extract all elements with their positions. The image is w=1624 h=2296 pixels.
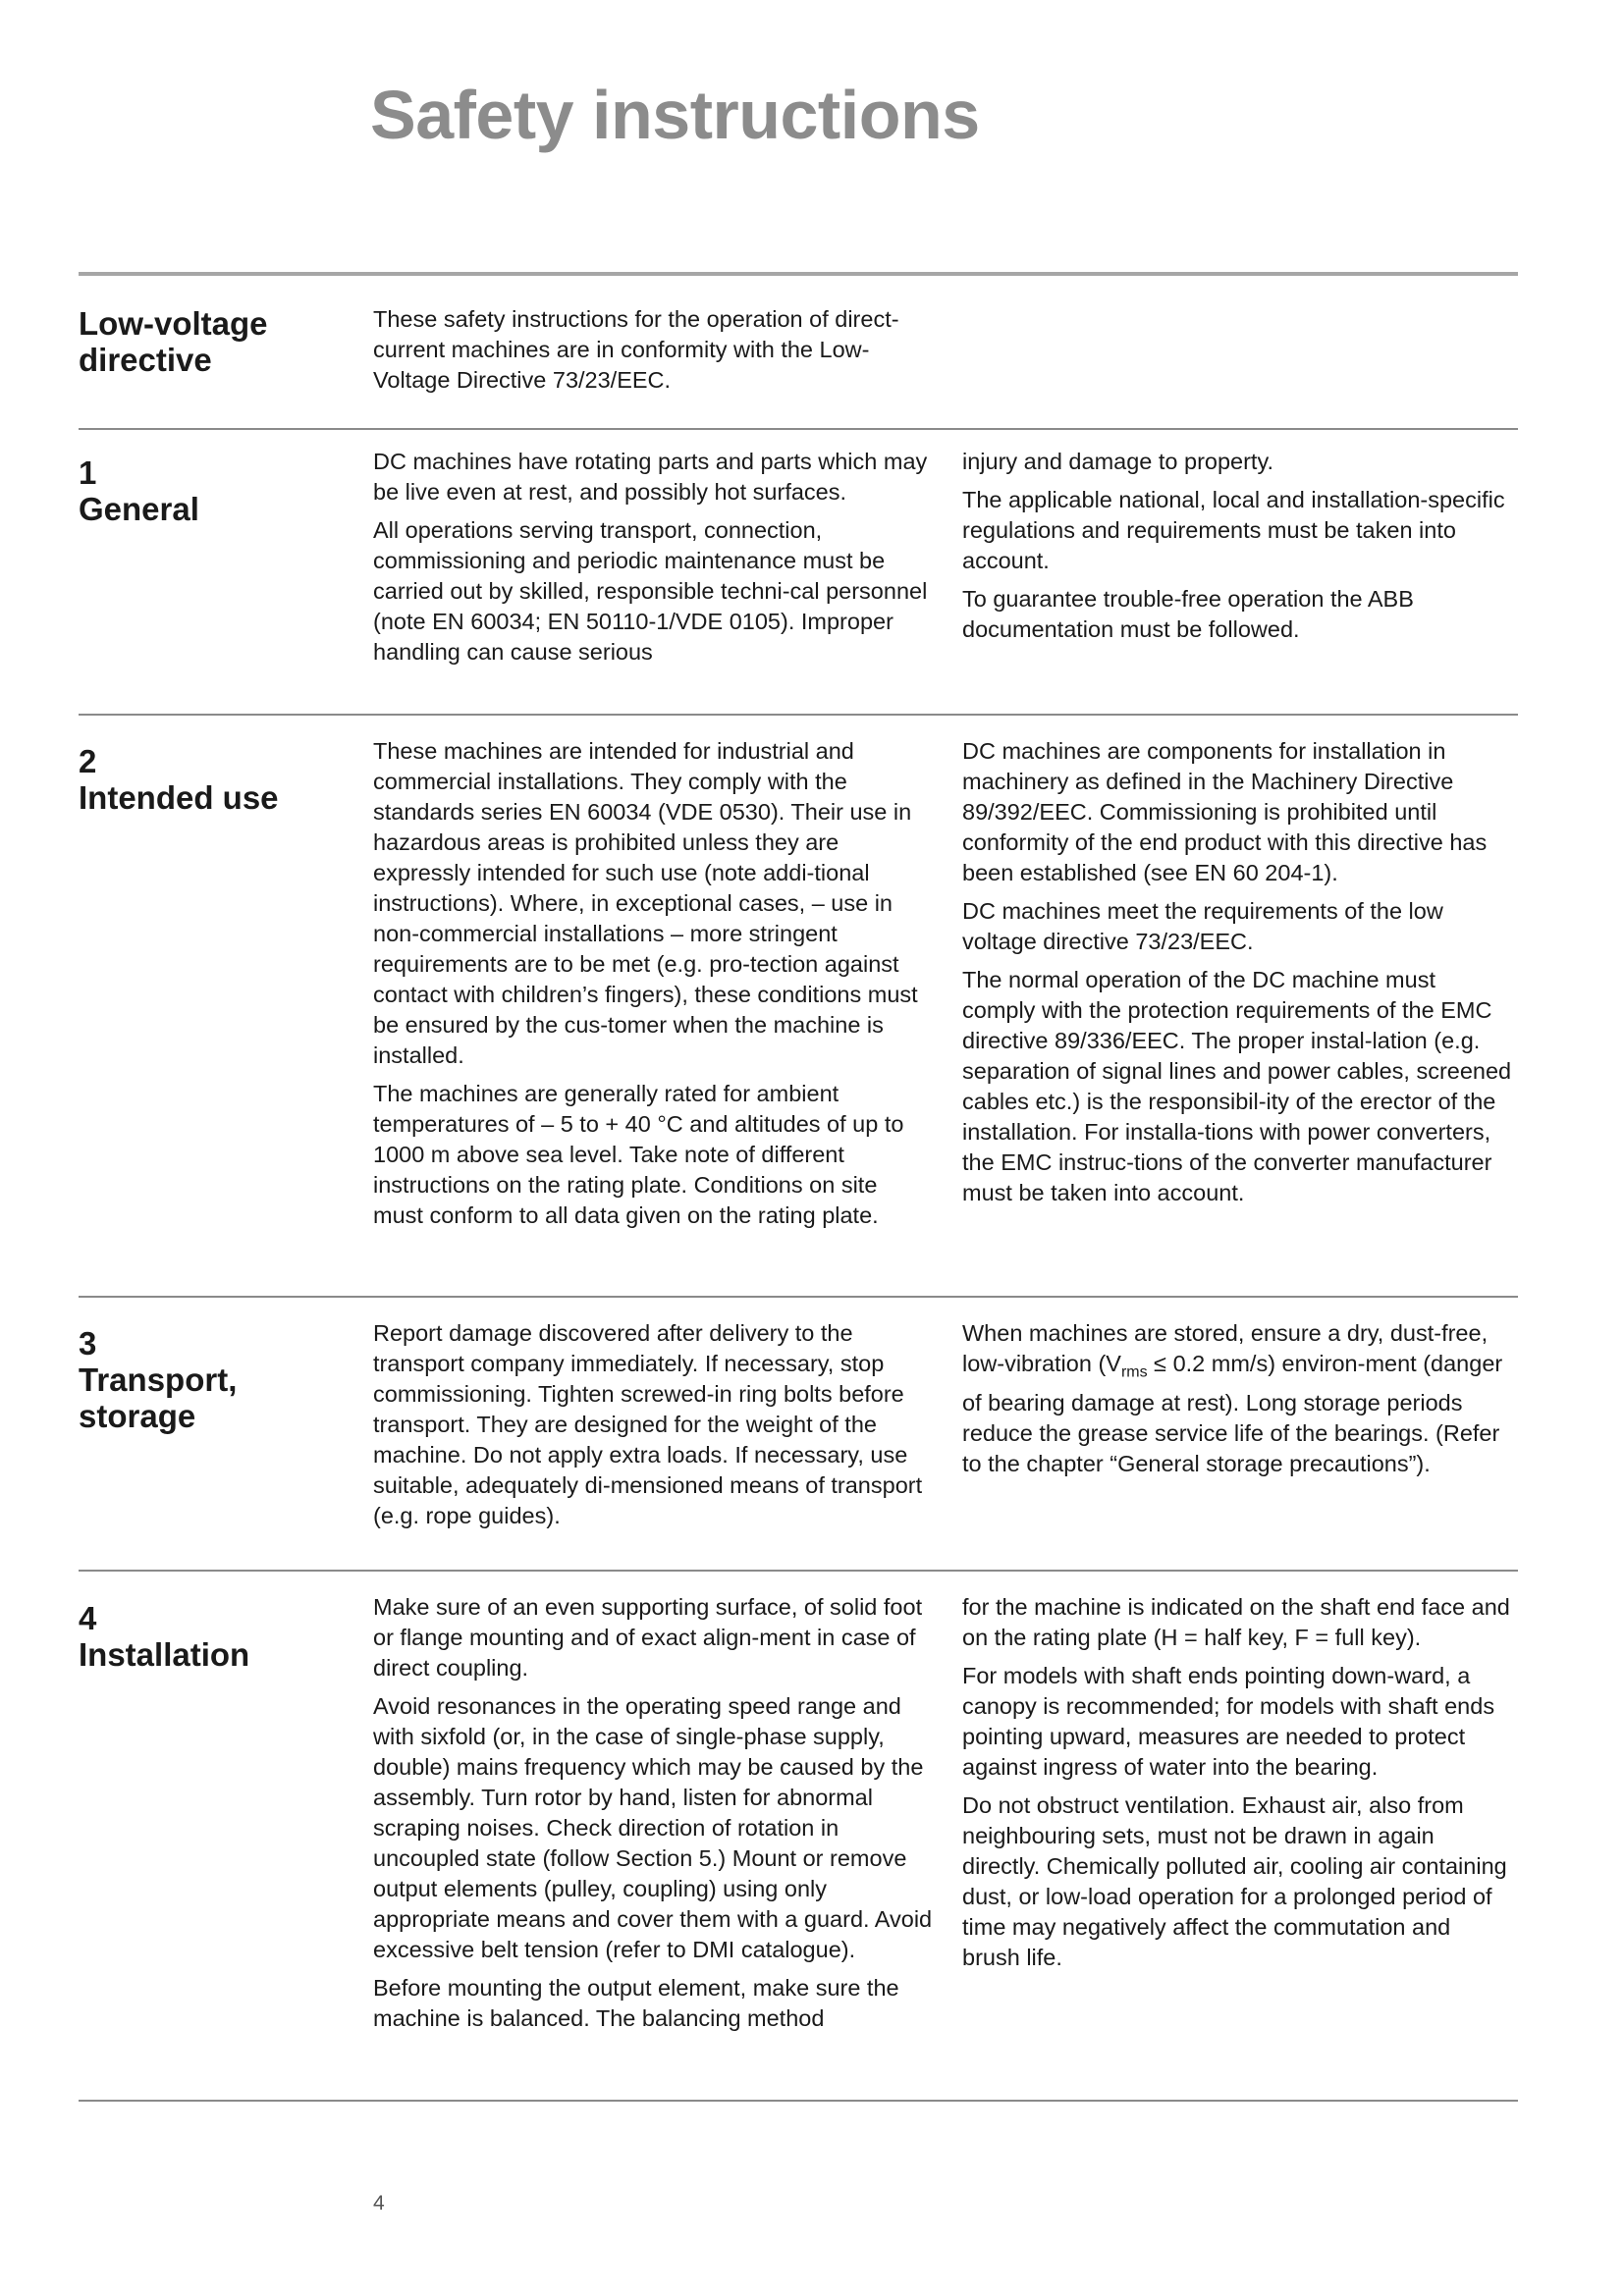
section-number: 1 (79, 454, 97, 491)
section-number: 3 (79, 1325, 97, 1362)
section-title: Intended use (79, 779, 279, 816)
paragraph: DC machines have rotating parts and parts which may be live even at rest, and possibly hot surfaces. (373, 449, 928, 505)
section-divider (79, 2100, 1518, 2102)
page-number: 4 (373, 2192, 385, 2215)
section-intended-use-left (373, 736, 933, 1231)
paragraph: injury and damage to property. (962, 449, 1273, 474)
section-heading-general (79, 454, 344, 527)
paragraph (962, 1318, 1512, 1479)
section-transport-storage-right (962, 1318, 1512, 1479)
section-installation-left (373, 1592, 933, 2034)
paragraph: For models with shaft ends pointing down-ward, a canopy is recommended; for models with shaft ends pointing upward, measures are needed to protect against ingress of water into the bearing. (962, 1663, 1495, 1780)
section-heading-low-voltage: Low-voltage directive (79, 305, 268, 378)
paragraph: Avoid resonances in the operating speed range and with sixfold (or, in the case of single-phase supply, double) mains frequency which may be caused by the assembly. Turn rotor by hand, listen for abnormal scraping noises. Check direction of rotation in uncoupled state (follow Section 5.) Mount or remove output elements (pulley, coupling) using only appropriate means and cover them with a guard. Avoid excessive belt tension (refer to DMI catalogue). (373, 1693, 933, 1962)
page-title: Safety instructions (370, 77, 980, 153)
paragraph: Report damage discovered after delivery to the transport company immediately. If necessary, stop commissioning. Tighten screwed-in ring bolts before transport. They are designed for the weight of the machine. Do not apply extra loads. If necessary, use suitable, adequately di-mensioned means of transport (e.g. rope guides). (373, 1320, 923, 1528)
section-heading-intended-use (79, 743, 344, 816)
section-transport-storage-left (373, 1318, 933, 1531)
paragraph: DC machines are components for installation in machinery as defined in the Machinery Directive 89/392/EEC. Commissioning is prohibited until conformity of the end product with this directive has been established (see EN 60 204-1). (962, 738, 1488, 885)
paragraph: DC machines meet the requirements of the low voltage directive 73/23/EEC. (962, 898, 1443, 954)
paragraph: Make sure of an even supporting surface, of solid foot or flange mounting and of exact align-ment in case of direct coupling. (373, 1594, 923, 1681)
section-general-left (373, 447, 933, 667)
paragraph: The applicable national, local and installation-specific regulations and requirements must be taken into account. (962, 487, 1505, 573)
section-title: General (79, 491, 199, 527)
section-intended-use-right (962, 736, 1512, 1208)
subscript-rms: rms (1120, 1363, 1148, 1381)
section-divider (79, 714, 1518, 716)
section-number: 4 (79, 1600, 97, 1636)
section-general-right (962, 447, 1512, 645)
section-divider (79, 1296, 1518, 1298)
text-run: When machines are stored, ensure a dry, dust-free, low-vibration (V (962, 1320, 1489, 1376)
paragraph: These machines are intended for industrial and commercial installations. They comply with the standards series EN 60034 (VDE 0530). Their use in hazardous areas is prohibited unless they are expressly intended for such use (note addi-tional instructions). Where, in exceptional cases, – use in non-commercial installations – more stringent requirements are to be met (e.g. pro-tection against contact with children’s fingers), these conditions must be ensured by the cus-tomer when the machine is installed. (373, 738, 918, 1068)
paragraph: To guarantee trouble-free operation the ABB documentation must be followed. (962, 586, 1414, 642)
section-heading-transport-storage (79, 1325, 344, 1434)
text-run: ≤ 0.2 mm/s) environ-ment (danger of bearing damage at rest). Long storage periods reduce the grease service life of the bearings. (Refer to the chapter “General storage precautions”). (962, 1351, 1503, 1476)
section-heading-installation (79, 1600, 344, 1673)
section-low-voltage-left (373, 304, 933, 396)
paragraph: Do not obstruct ventilation. Exhaust air, also from neighbouring sets, must not be drawn in again directly. Chemically polluted air, cooling air containing dust, or low-load operation for a prolonged period of time may negatively affect the commutation and brush life. (962, 1792, 1507, 1970)
section-divider (79, 428, 1518, 430)
section-title: Installation (79, 1636, 250, 1673)
section-installation-right (962, 1592, 1512, 1973)
section-number: 2 (79, 743, 97, 779)
paragraph: The normal operation of the DC machine must comply with the protection requirements of the EMC directive 89/336/EEC. The proper instal-lation (e.g. separation of signal lines and power cables, screened cables etc.) is the responsibil-ity of the erector of the installation. For installa-tions with power converters, the EMC instruc-tions of the converter manufacturer must be taken into account. (962, 967, 1512, 1205)
title-divider (79, 272, 1518, 276)
paragraph: The machines are generally rated for ambient temperatures of – 5 to + 40 °C and altitudes of up to 1000 m above sea level. Take note of different instructions on the rating plate. Conditions on site must conform to all data given on the rating plate. (373, 1081, 904, 1228)
paragraph: for the machine is indicated on the shaft end face and on the rating plate (H = half key, F = full key). (962, 1594, 1510, 1650)
paragraph: These safety instructions for the operation of direct-current machines are in conformity with the Low-Voltage Directive 73/23/EEC. (373, 306, 899, 393)
paragraph: All operations serving transport, connection, commissioning and periodic maintenance must be carried out by skilled, responsible techni-cal personnel (note EN 60034; EN 50110-1/VDE 0105). Improper handling can cause serious (373, 517, 928, 665)
paragraph: Before mounting the output element, make sure the machine is balanced. The balancing method (373, 1975, 899, 2031)
section-divider (79, 1570, 1518, 1572)
section-title: Transport, storage (79, 1362, 238, 1434)
